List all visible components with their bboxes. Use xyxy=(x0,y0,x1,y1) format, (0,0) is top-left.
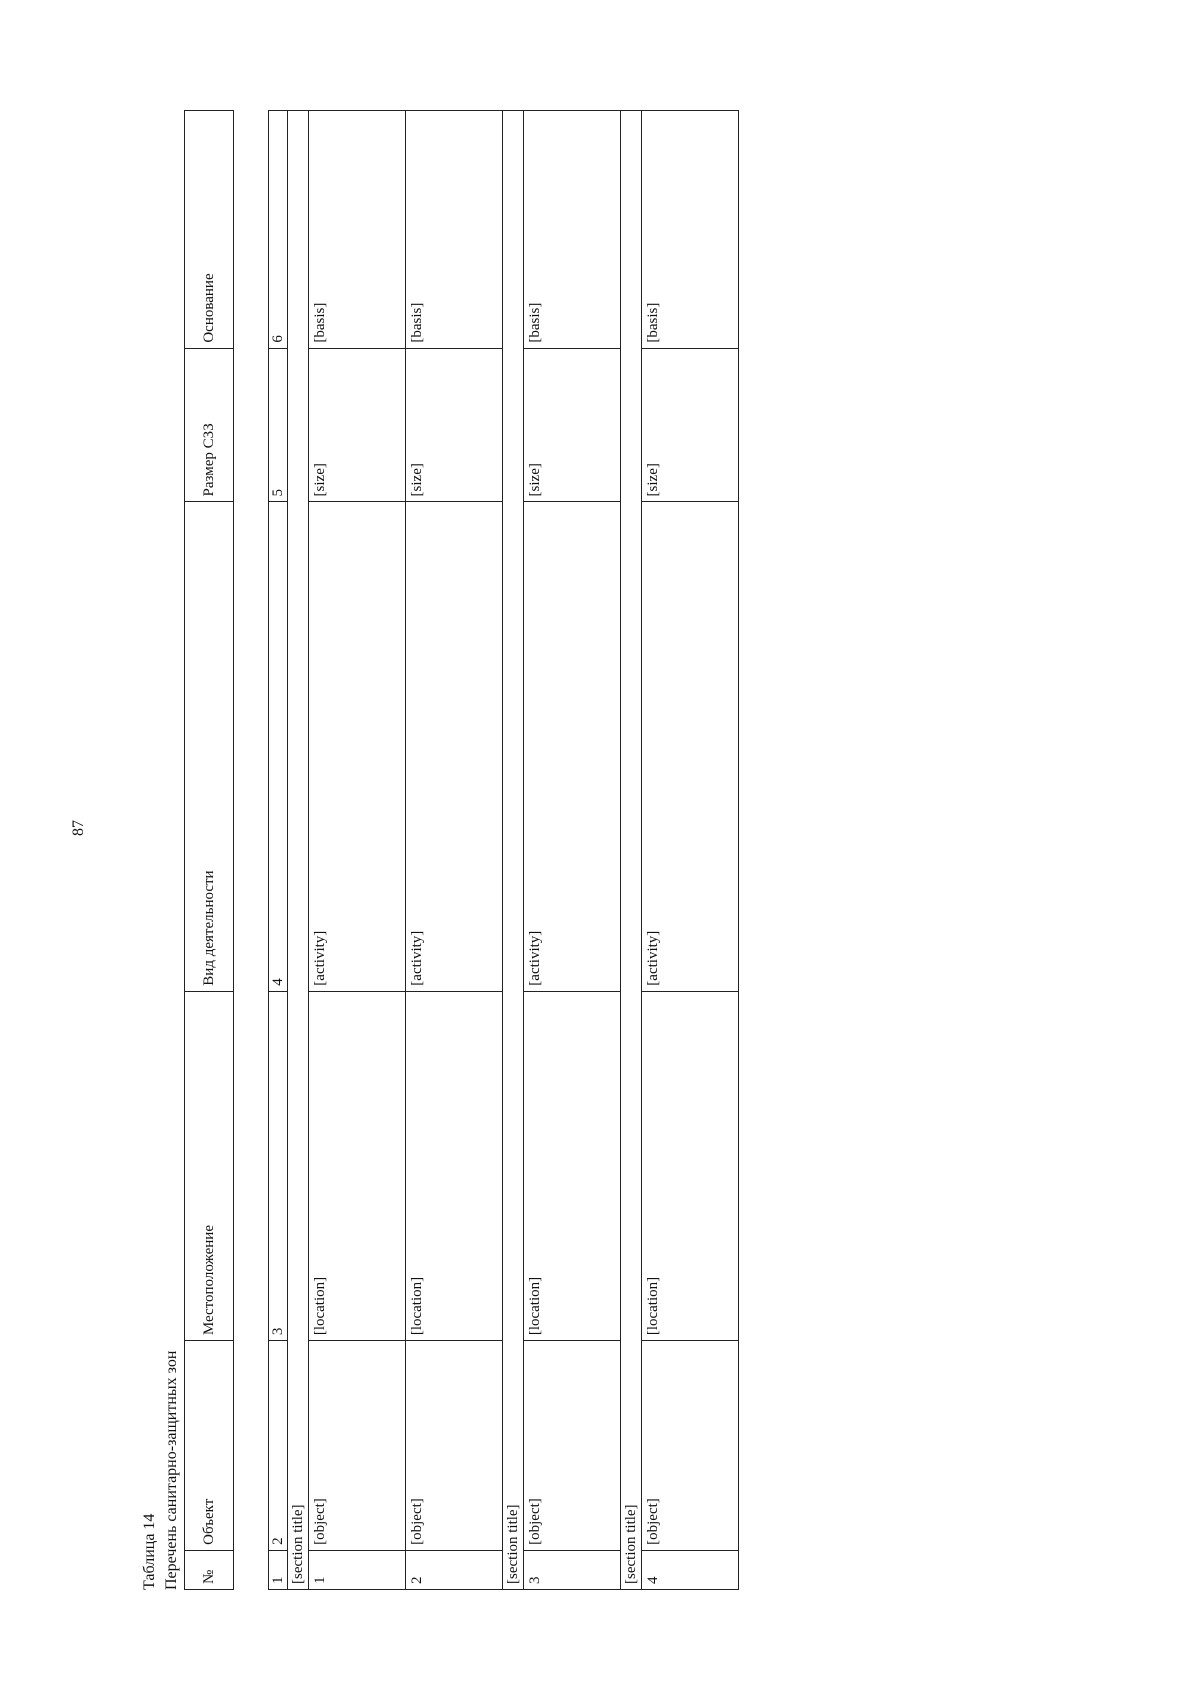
column-number-row xyxy=(269,111,288,1590)
table-header xyxy=(184,110,234,1590)
column-number: 4 xyxy=(269,502,288,991)
column-number: 2 xyxy=(269,1341,288,1551)
table-row xyxy=(524,111,621,1590)
object-name-cell: [object] xyxy=(406,1341,503,1551)
page-number: 87 xyxy=(70,820,87,836)
sanitary-zones-table xyxy=(268,110,739,1590)
object-name-cell: [object] xyxy=(642,1341,739,1551)
column-header-size: Размер СЗЗ xyxy=(185,348,234,502)
zone-size-cell: [size] xyxy=(524,348,621,502)
column-header-object: Объект xyxy=(185,1341,234,1551)
row-number-cell: 4 xyxy=(642,1550,739,1589)
column-header-activity: Вид деятельности xyxy=(185,502,234,991)
zone-size-cell: [size] xyxy=(406,348,503,502)
location-cell: [location] xyxy=(642,991,739,1340)
basis-cell: [basis] xyxy=(642,111,739,349)
section-title: [section title] xyxy=(288,111,309,1590)
table-row xyxy=(642,111,739,1590)
section-header-row xyxy=(503,111,524,1590)
activity-type-cell: [activity] xyxy=(406,502,503,991)
table-row xyxy=(406,111,503,1590)
activity-type-cell: [activity] xyxy=(309,502,406,991)
section-title: [section title] xyxy=(503,111,524,1590)
column-header-number: № xyxy=(185,1550,234,1589)
location-cell: [location] xyxy=(406,991,503,1340)
column-number: 6 xyxy=(269,111,288,349)
basis-cell: [basis] xyxy=(309,111,406,349)
activity-type-cell: [activity] xyxy=(642,502,739,991)
table-title: Перечень санитарно-защитных зон xyxy=(163,1350,180,1590)
zone-size-cell: [size] xyxy=(642,348,739,502)
basis-cell: [basis] xyxy=(524,111,621,349)
table-label: Таблица 14 xyxy=(141,1513,158,1590)
table-body xyxy=(269,111,739,1590)
column-number: 3 xyxy=(269,991,288,1340)
row-number-cell: 1 xyxy=(309,1550,406,1589)
row-number-cell: 3 xyxy=(524,1550,621,1589)
column-header-basis: Основание xyxy=(185,111,234,349)
object-name-cell: [object] xyxy=(524,1341,621,1551)
location-cell: [location] xyxy=(524,991,621,1340)
column-number: 5 xyxy=(269,348,288,502)
column-number: 1 xyxy=(269,1550,288,1589)
section-header-row xyxy=(621,111,642,1590)
section-header-row xyxy=(288,111,309,1590)
section-title: [section title] xyxy=(621,111,642,1590)
location-cell: [location] xyxy=(309,991,406,1340)
basis-cell: [basis] xyxy=(406,111,503,349)
rotated-table-block xyxy=(140,110,739,1590)
object-name-cell: [object] xyxy=(309,1341,406,1551)
row-number-cell: 2 xyxy=(406,1550,503,1589)
table-row xyxy=(309,111,406,1590)
column-header-location: Местоположение xyxy=(185,991,234,1340)
activity-type-cell: [activity] xyxy=(524,502,621,991)
zone-size-cell: [size] xyxy=(309,348,406,502)
